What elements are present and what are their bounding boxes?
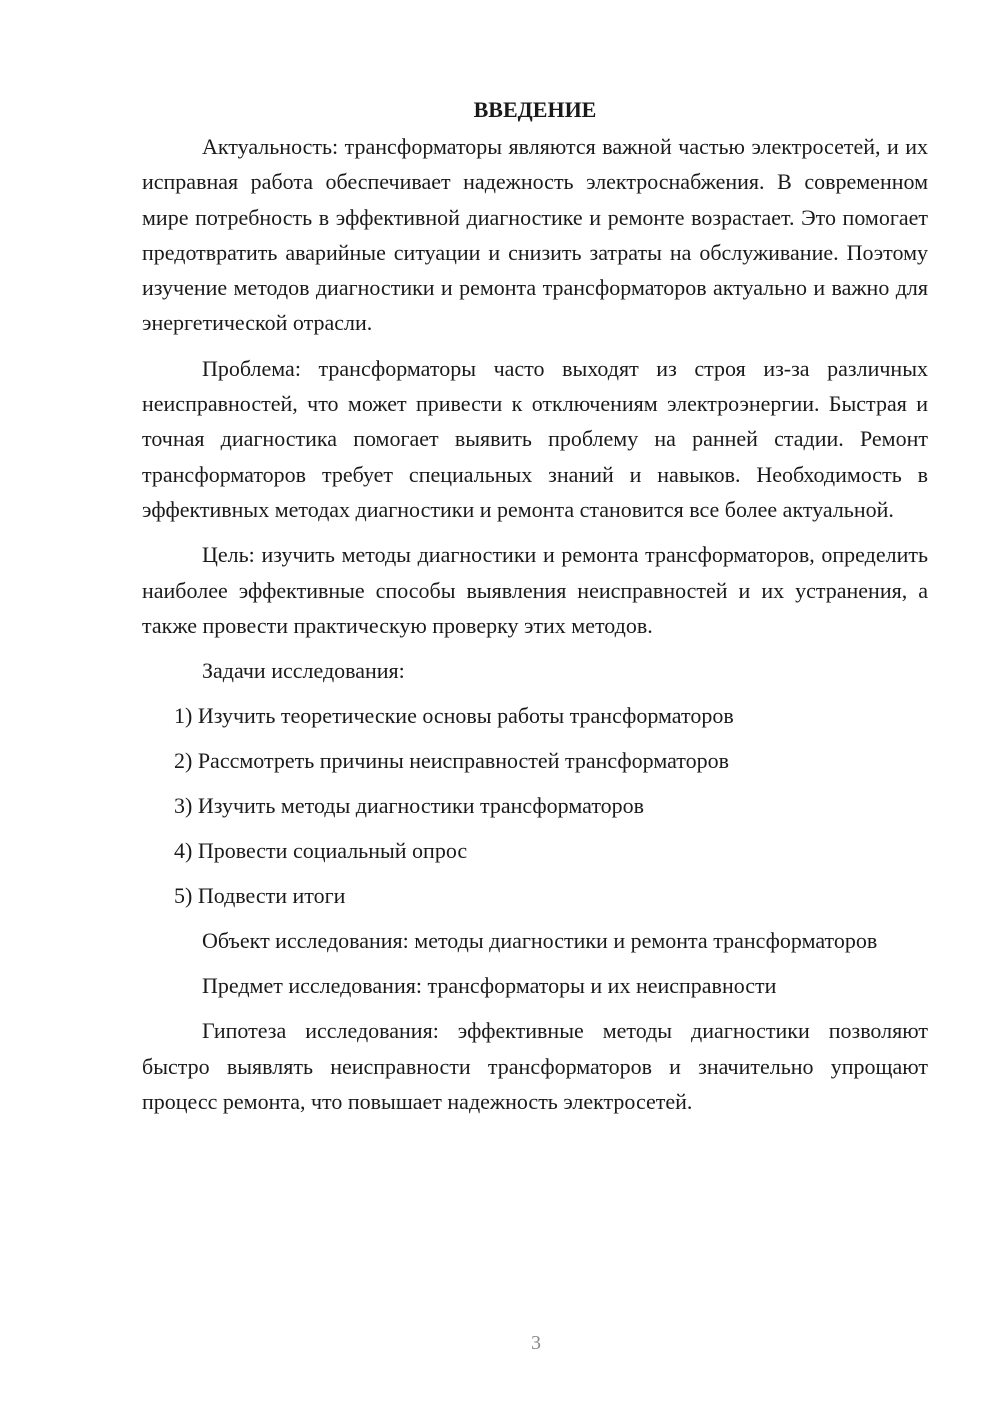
relevance-paragraph: Актуальность: трансформаторы являются важной частью электросетей, и их исправная работа обеспечивает надежность электроснабжения. В современном мире потребность в эффективной диагностике и ремонте возрастает. Это помогает предотвратить аварийные ситуации и снизить затраты на обслуживание. Поэтому изучение методов диагностики и ремонта трансформаторов актуально и важно для энергетической отрасли. bbox=[142, 134, 928, 336]
document-page bbox=[142, 92, 928, 1129]
section-heading: ВВЕДЕНИЕ bbox=[473, 97, 597, 122]
task-item: 3) Изучить методы диагностики трансформаторов bbox=[174, 793, 645, 819]
problem-paragraph: Проблема: трансформаторы часто выходят из строя из-за различных неисправностей, что может привести к отключениям электроэнергии. Быстрая и точная диагностика помогает выявить проблему на ранней стадии. Ремонт трансформаторов требует специальных знаний и навыков. Необходимость в эффективных методах диагностики и ремонта становится все более актуальной. bbox=[142, 355, 928, 522]
object-paragraph: Объект исследования: методы диагностики и ремонта трансформаторов bbox=[202, 928, 878, 954]
task-item: 5) Подвести итоги bbox=[174, 883, 346, 909]
task-item: 4) Провести социальный опрос bbox=[174, 838, 468, 864]
hypothesis-paragraph: Гипотеза исследования: эффективные методы диагностики позволяют быстро выявлять неисправности трансформаторов и значительно упрощают процесс ремонта, что повышает надежность электросетей. bbox=[142, 1018, 928, 1115]
tasks-title: Задачи исследования: bbox=[202, 658, 405, 684]
task-item: 1) Изучить теоретические основы работы трансформаторов bbox=[174, 703, 734, 729]
tasks-list bbox=[142, 698, 928, 913]
goal-paragraph: Цель: изучить методы диагностики и ремонта трансформаторов, определить наиболее эффективные способы выявления неисправностей и их устранения, а также провести практическую проверку этих методов. bbox=[142, 542, 928, 638]
subject-paragraph: Предмет исследования: трансформаторы и их неисправности bbox=[202, 973, 777, 999]
task-item: 2) Рассмотреть причины неисправностей трансформаторов bbox=[174, 748, 730, 774]
page-number: 3 bbox=[531, 1332, 541, 1354]
